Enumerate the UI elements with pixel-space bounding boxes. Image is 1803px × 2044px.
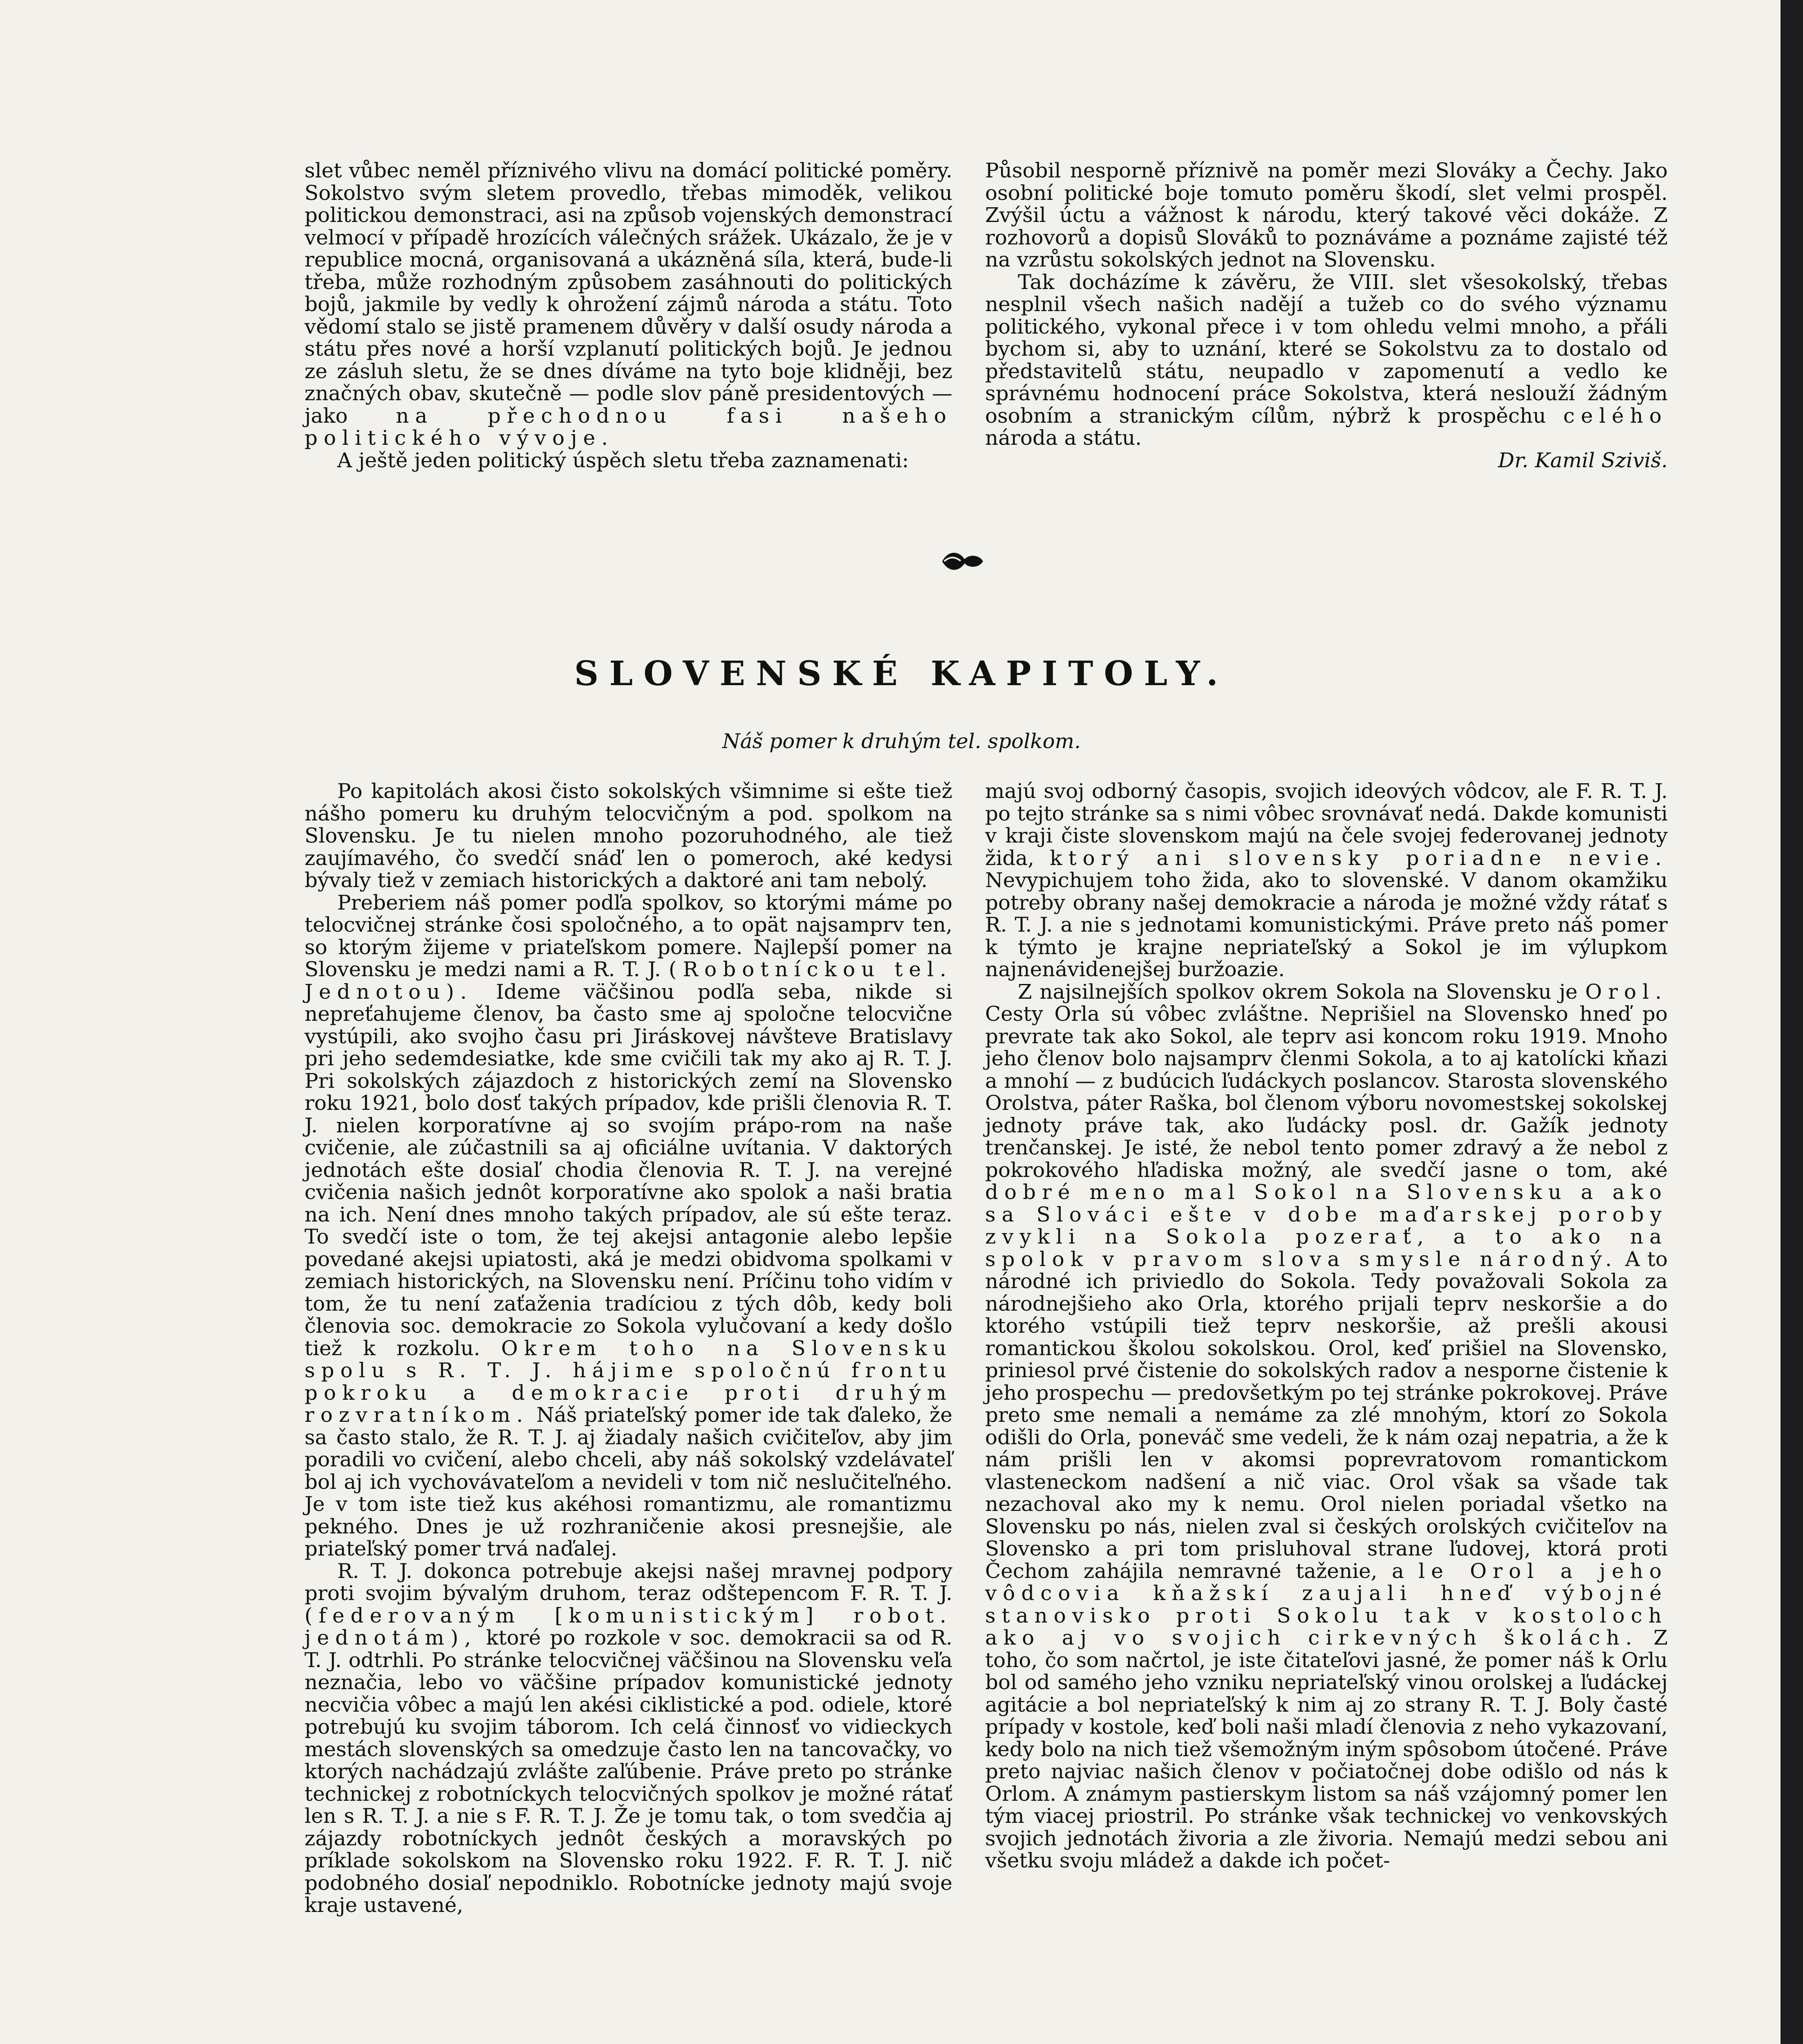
paragraph bbox=[985, 780, 1668, 981]
paragraph bbox=[985, 981, 1668, 1872]
bottom-right-column bbox=[985, 780, 1668, 1872]
signature bbox=[985, 449, 1668, 472]
spaced-text: (Robotníckou tel. Jednotou). bbox=[305, 957, 953, 1004]
top-left-column bbox=[305, 159, 952, 471]
paragraph bbox=[305, 159, 952, 449]
spaced-text: na přechodnou fasi našeho politického vývoje. bbox=[305, 403, 952, 450]
text-run: A to národné ich priviedlo do Sokola. Tedy považovali Sokola za národnejšieho ako Orla, ktorého prijali teprv neskoršie a do ktorého vstúpili tiež teprv neskoršie, až prešli akousi romantickou školou sokolskou. Orol, keď prišiel na Slovensko, priniesol prvé čistenie do sokolských radov a nesporne čistenie k jeho prospechu — predovšetkým po tej stránke pokrokovej. Práve preto sme nemali a nemáme za zlé mnohým, ktorí zo Sokola odišli do Orla, poneváč sme vedeli, že k nám ozaj nepatria, a že k nám prišli len v akomsi poprevratovom romantickom vlasteneckom nadšení a nič viac. Orol však sa všade tak nezachoval ako my k nemu. Orol nielen poriadal všetko na Slovensku po nás, nielen zval si českých orolských cvičiteľov na Slovensko a pri tom prisluhoval strane ľudovej, ktorá proti Čechom zahájila nemravné taženie, a bbox=[985, 1247, 1668, 1583]
ornament-leaf-icon bbox=[940, 547, 985, 576]
text-run: Náš priateľský pomer ide tak ďaleko, že sa často stalo, že R. T. J. aj žiadaly našich cvičiteľov, aby jim poradili vo cvičení, alebo chceli, aby náš sokolský vzdelávateľ bol aj ich vychovávateľom a nevideli v tom nič neslučiteľného. Je v tom iste tiež kus akéhosi romantizmu, ale romantizmu pekného. Dnes je už rozhraničenie akosi presnejšie, ale priateľský pomer trvá naďalej. bbox=[305, 1403, 952, 1560]
text-run: slet vůbec neměl příznivého vlivu na domácí politické poměry. Sokolstvo svým sletem provedlo, třebas mimoděk, velikou politickou demonstraci, asi na způsob vojenských demonstrací velmocí v případě hrozících válečných srážek. Ukázalo, že je v republice mocná, organisovaná a ukázněná síla, která, bude-li třeba, může rozhodným způsobem zasáhnouti do politických bojů, jakmile by vedly k ohrožení zájmů národa a státu. Toto vědomí stalo se jistě pramenem důvěry v další osudy národa a státu přes nové a horší vzplanutí politických bojů. Je jednou ze zásluh sletu, že se dnes díváme na tyto boje klidněji, bez značných obav, skutečně — podle slov páně presidentových — jako bbox=[305, 159, 952, 428]
bottom-left-column bbox=[305, 780, 952, 1916]
text-run: Cesty Orla sú vôbec zvláštne. Neprišiel na Slovensko hneď po prevrate tak ako Sokol, ale teprv asi koncom roku 1919. Mnoho jeho členov bolo najsamprv členmi Sokola, a to aj katolícki kňazi a mnohí — z budúcich ľudáckych poslancov. Starosta slovenského Orolstva, páter Raška, bol členom výboru novomestskej sokolskej jednoty práve tak, ako ľudácky posl. dr. Gažík jednoty trenčanskej. Je isté, že nebol tento pomer zdravý a že nebol z pokrokového hľadiska možný, ale svedčí jasne o tom, aké bbox=[985, 1002, 1668, 1182]
text-run: Z toho, čo som načrtol, je iste čitateľovi jasné, že pomer náš k Orlu bol od samého jeho vzniku nepriateľský vinou orolskej a ľudáckej agitácie a bol nepriateľský k nim aj zo strany R. T. J. Boly časté prípady v kostole, keď boli naši mladí členovia z neho vykazovaní, kedy bolo na nich tiež všemožným iným spôsobom útočené. Práve preto najviac našich členov v počiatočnej dobe odišlo od nás k Orlom. A známym pastierskym listom sa náš vzájomný pomer len tým viacej priostril. Po stránke však technickej vo venkovských svojich jednotách živoria a zle živoria. Nemajú medzi sebou ani všetku svoju mládež a dakde ich počet- bbox=[985, 1626, 1668, 1872]
text-run: majú svoj odborný časopis, svojich ideových vôdcov, ale F. R. T. J. po tejto stránke sa s nimi vôbec srovnávať nedá. Dakde komunisti v kraji čiste slovenskom majú na čele svojej federovanej jednoty žida, bbox=[985, 779, 1668, 870]
paragraph: Působil nesporně příznivě na poměr mezi Slováky a Čechy. Jako osobní politické boje tomuto poměru škodí, slet velmi prospěl. Zvýšil úctu a vážnost k národu, který takové věci dokáže. Z rozhovorů a dopisů Slováků to poznáváme a poznáme zajisté též na vzrůstu sokolských jednot na Slovensku. bbox=[985, 159, 1668, 271]
top-right-column bbox=[985, 159, 1668, 471]
spaced-text: Okrem toho na Slovensku spolu s R. T. J. hájime spoločnú frontu pokroku a demokracie proti druhým rozvratníkom. bbox=[305, 1336, 952, 1427]
author-name: Dr. Kamil Sziviš. bbox=[1498, 448, 1668, 472]
spaced-text: celého bbox=[1563, 403, 1668, 428]
text-run: Z najsilnejších spolkov okrem Sokola na Slovensku je bbox=[1018, 979, 1578, 1004]
article-title: SLOVENSKÉ KAPITOLY. bbox=[574, 654, 1229, 693]
scan-edge-right bbox=[1781, 0, 1803, 2044]
text-run: Ideme väčšinou podľa seba, nikde si nepreťahujeme členov, ba často sme aj spoločne telocvične vystúpili, ako svojho času pri Jiráskovej návšteve Bratislavy pri jeho sedemdesiatke, kde sme cvičili tak my ako aj R. T. J. Pri sokolských zájazdoch z historických zemí na Slovensko roku 1921, bolo dosť takých prípadov, kde prišli členovia R. T. J. nielen korporatívne aj so svojím prápo-rom na naše cvičenie, ale zúčastnili sa aj oficiálne uvítania. V daktorých jednotách ešte dosiaľ chodia členovia R. T. J. na verejné cvičenia našich jednôt korporatívne ako spolok a naši bratia na ich. Není dnes mnoho takých prípadov, ale sú ešte teraz. To svedčí iste o tom, že tej akejsi antagonie alebo lepšie povedané akejsi upiatosti, aká je medzi obidvoma spolkami v zemiach historických, na Slovensku není. Príčinu toho vidím v tom, že tu není zaťaženia tradíciou z tých dôb, kedy boli členovia soc. demokracie zo Sokola vylučovaní a kedy došlo tiež k rozkolu. bbox=[305, 979, 952, 1360]
spaced-text: ktorý ani slovensky poriadne nevie. bbox=[1050, 846, 1668, 870]
spaced-text: Orol. bbox=[1585, 979, 1668, 1004]
paragraph bbox=[305, 1560, 952, 1916]
text-run: Nevypichujem toho žida, ako to slovenské. V danom okamžiku potreby obrany našej demokracie a národa je možné vždy rátať s R. T. J. a nie s jednotami komunistickými. Práve preto náš pomer k týmto je krajne nepriateľský a Sokol je im výlupkom najnenávidenejšej buržoazie. bbox=[985, 868, 1668, 981]
text-run: R. T. J. dokonca potrebuje akejsi našej mravnej podpory proti svojim bývalým druhom, teraz odštepencom F. R. T. J. bbox=[305, 1559, 952, 1605]
paragraph: A ještě jeden politický úspěch sletu třeba zaznamenati: bbox=[337, 448, 909, 472]
spaced-text: dobré meno mal Sokol na Slovensku a ako sa Slováci ešte v dobe maďarskej poroby zvykli na Sokola pozerať, a to ako na spolok v pravom slova smysle národný. bbox=[985, 1180, 1668, 1271]
spaced-text: (federovaným [komunistickým] robot. jednotám), bbox=[305, 1603, 952, 1650]
text-run: Preberiem náš pomer podľa spolkov, so ktorými máme po telocvičnej stránke čosi spoločného, a to opät najsamprv ten, so ktorým žijeme v priateľskom pomere. Najlepší pomer na Slovensku je medzi nami a R. T. J. bbox=[305, 890, 952, 981]
article-subtitle: Náš pomer k druhým tel. spolkom. bbox=[722, 729, 1081, 753]
text-run: Tak docházíme k závěru, že VIII. slet všesokolský, třebas nesplnil všech našich nadějí a tužeb co do svého významu politického, vykonal přece i v tom ohledu velmi mnoho, a přáli bychom si, aby to uznání, které se Sokolstvu za to dostalo od představitelů státu, neupadlo v zapomenutí a vedlo ke správnému hodnocení práce Sokolstva, která neslouží žádným osobním a stranickým cílům, nýbrž k prospěchu bbox=[985, 270, 1668, 428]
text-run: národa a státu. bbox=[985, 426, 1142, 450]
paragraph bbox=[985, 271, 1668, 449]
paragraph bbox=[305, 892, 952, 1560]
spaced-text: le Orol a jeho vôdcovia kňažskí zaujali hneď výbojné stanovisko proti Sokolu tak v kostoloch ako aj vo svojich cirkevných školách. bbox=[985, 1559, 1668, 1650]
paragraph: Po kapitolách akosi čisto sokolských všimnime si ešte tiež nášho pomeru ku druhým telocvičným a pod. spolkom na Slovensku. Je tu nielen mnoho pozoruhodného, ale tiež zaujímavého, čo svedčí snáď len o pomeroch, aké kedysi bývaly tiež v zemiach historických a daktoré ani tam nebolý. bbox=[305, 779, 952, 892]
text-run: ktoré po rozkole v soc. demokracii sa od R. T. J. odtrhli. Po stránke telocvičnej väčšinou na Slovensku veľa neznačia, lebo vo väčšine prípadov komunistické jednoty necvičia vôbec a majú len akési ciklistické a pod. odiele, ktoré potrebujú ku svojim táborom. Ich celá činnosť vo vidieckych mestách slovenských sa omedzuje často len na tancovačky, vo ktorých nachádzajú zvlášte zaľúbenie. Práve preto po stránke technickej z robotníckych telocvičných spolkov je možné rátať len s R. T. J. a nie s F. R. T. J. Že je tomu tak, o tom svedčia aj zájazdy robotníckych jednôt českých a moravských po príklade sokolskom na Slovensko roku 1922. F. R. T. J. nič podobného dosiaľ nepodniklo. Robotnícke jednoty majú svoje kraje ustavené, bbox=[305, 1626, 952, 1917]
